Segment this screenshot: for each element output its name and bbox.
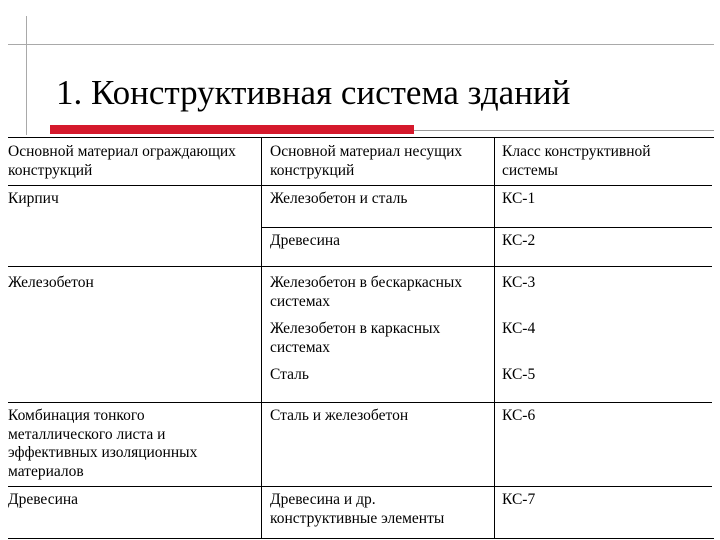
bearing-material-cell: Железобетон в каркасных системах [270, 320, 441, 356]
system-class-cell: КС-6 [502, 407, 536, 424]
construction-systems-table [8, 137, 714, 539]
system-class-cell: КС-5 [502, 366, 536, 383]
bearing-material-cell: Железобетон и сталь [270, 190, 408, 207]
system-class-cell: КС-7 [502, 491, 536, 508]
system-class-cell: КС-1 [502, 190, 536, 207]
enclosing-material-cell: Железобетон [8, 274, 94, 291]
bearing-material-cell: Сталь [270, 366, 309, 383]
title-underline [414, 130, 714, 131]
row-divider [8, 185, 712, 186]
system-class-cell: КС-2 [502, 232, 536, 249]
system-class-cell: КС-4 [502, 320, 536, 337]
header-enclosing-material: Основной материал ограждающих конструкций [8, 143, 236, 179]
column-divider [261, 138, 262, 538]
system-class-cell: КС-3 [502, 274, 536, 291]
header-bearing-material: Основной материал несущих конструкций [270, 143, 463, 179]
row-divider [8, 402, 712, 403]
enclosing-material-cell: Комбинация тонкого металлического листа и эффективных изоляционных материалов [8, 407, 198, 480]
decor-horizontal-line [8, 44, 714, 45]
bearing-material-cell: Железобетон в бескаркасных системах [270, 274, 463, 310]
bearing-material-cell: Сталь и железобетон [270, 407, 409, 424]
bearing-material-cell: Древесина и др. конструктивные элементы [270, 491, 445, 527]
decor-vertical-line [26, 16, 27, 135]
slide-title: 1. Конструктивная система зданий [56, 73, 571, 112]
header-system-class: Класс конструктивной системы [502, 143, 651, 179]
enclosing-material-cell: Кирпич [8, 190, 59, 207]
title-accent-bar [50, 125, 414, 134]
enclosing-material-cell: Древесина [8, 491, 79, 508]
row-divider [261, 227, 712, 228]
row-divider [8, 486, 712, 487]
row-divider [8, 266, 712, 267]
column-divider [494, 138, 495, 538]
bearing-material-cell: Древесина [270, 232, 341, 249]
